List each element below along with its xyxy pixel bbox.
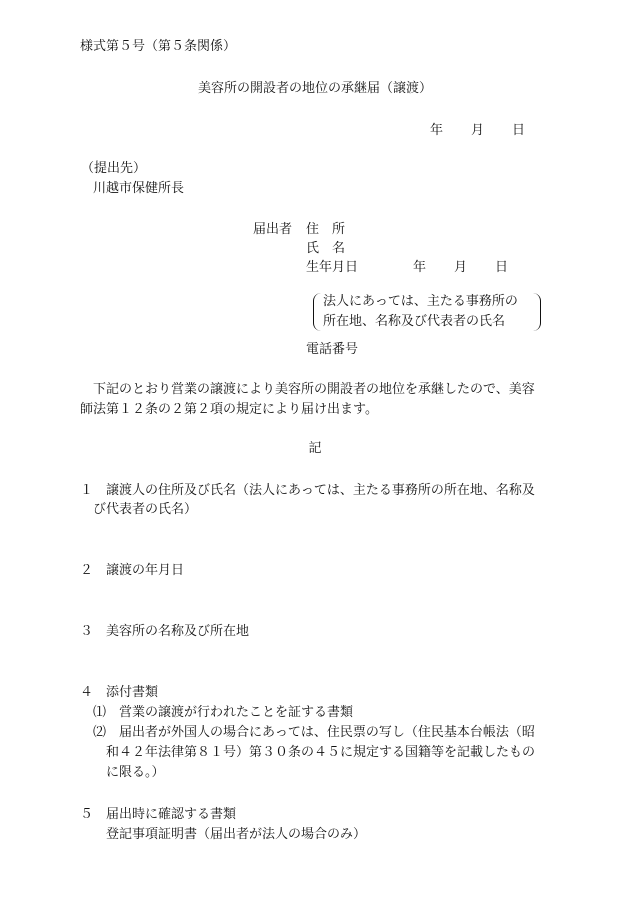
item4-sub2-line3: に限る。） — [106, 765, 165, 780]
recipient-name: 川越市保健所長 — [93, 181, 185, 196]
left-bracket — [313, 293, 321, 331]
item4-sub1-number: ⑴ — [93, 705, 107, 720]
item4-sub2-line2: 和４２年法律第８１号）第３０条の４５に規定する国籍等を記載したもの — [106, 745, 536, 760]
birth-month: 月 — [454, 260, 468, 275]
right-bracket — [533, 293, 541, 331]
recipient-label: （提出先） — [81, 161, 147, 176]
date-month: 月 — [471, 123, 485, 138]
item4-text: 添付書類 — [106, 685, 159, 700]
item1-text-line1: 譲渡人の住所及び氏名（法人にあっては、主たる事務所の所在地、名称及 — [106, 483, 535, 498]
applicant-name-label: 氏 名 — [306, 241, 346, 256]
corporate-note-line2: 所在地、名称及び代表者の氏名 — [323, 314, 506, 329]
applicant-label: 届出者 — [253, 222, 293, 237]
birth-day: 日 — [495, 260, 509, 275]
item5-number: ５ — [80, 807, 94, 822]
body-text-line2: 師法第１２条の２第２項の規定により届け出ます。 — [80, 402, 378, 417]
date-year: 年 — [430, 123, 444, 138]
document-title: 美容所の開設者の地位の承継届（譲渡） — [197, 81, 432, 96]
applicant-phone-label: 電話番号 — [306, 342, 359, 357]
item4-sub2-number: ⑵ — [93, 725, 107, 740]
item1-text-line2: び代表者の氏名） — [93, 502, 198, 517]
item5-text: 届出時に確認する書類 — [106, 807, 237, 822]
form-number: 様式第５号（第５条関係） — [80, 39, 237, 54]
ki-heading: 記 — [308, 441, 322, 456]
applicant-address-label: 住 所 — [306, 222, 346, 237]
item5-sub-text: 登記事項証明書（届出者が法人の場合のみ） — [106, 827, 367, 842]
item1-number: １ — [80, 483, 94, 498]
body-text-line1: 下記のとおり営業の譲渡により美容所の開設者の地位を承継したので、美容 — [93, 382, 535, 397]
item4-number: ４ — [80, 685, 94, 700]
corporate-note-line1: 法人にあっては、主たる事務所の — [323, 294, 518, 309]
date-day: 日 — [512, 123, 526, 138]
birth-year: 年 — [413, 260, 427, 275]
applicant-birthdate-label: 生年月日 — [306, 260, 359, 275]
item2-text: 譲渡の年月日 — [106, 563, 185, 578]
item2-number: ２ — [80, 563, 94, 578]
item3-number: ３ — [80, 624, 94, 639]
item4-sub1-text: 営業の譲渡が行われたことを証する書類 — [119, 705, 354, 720]
item4-sub2-line1: 届出者が外国人の場合にあっては、住民票の写し（住民基本台帳法（昭 — [119, 725, 535, 740]
item3-text: 美容所の名称及び所在地 — [106, 624, 250, 639]
